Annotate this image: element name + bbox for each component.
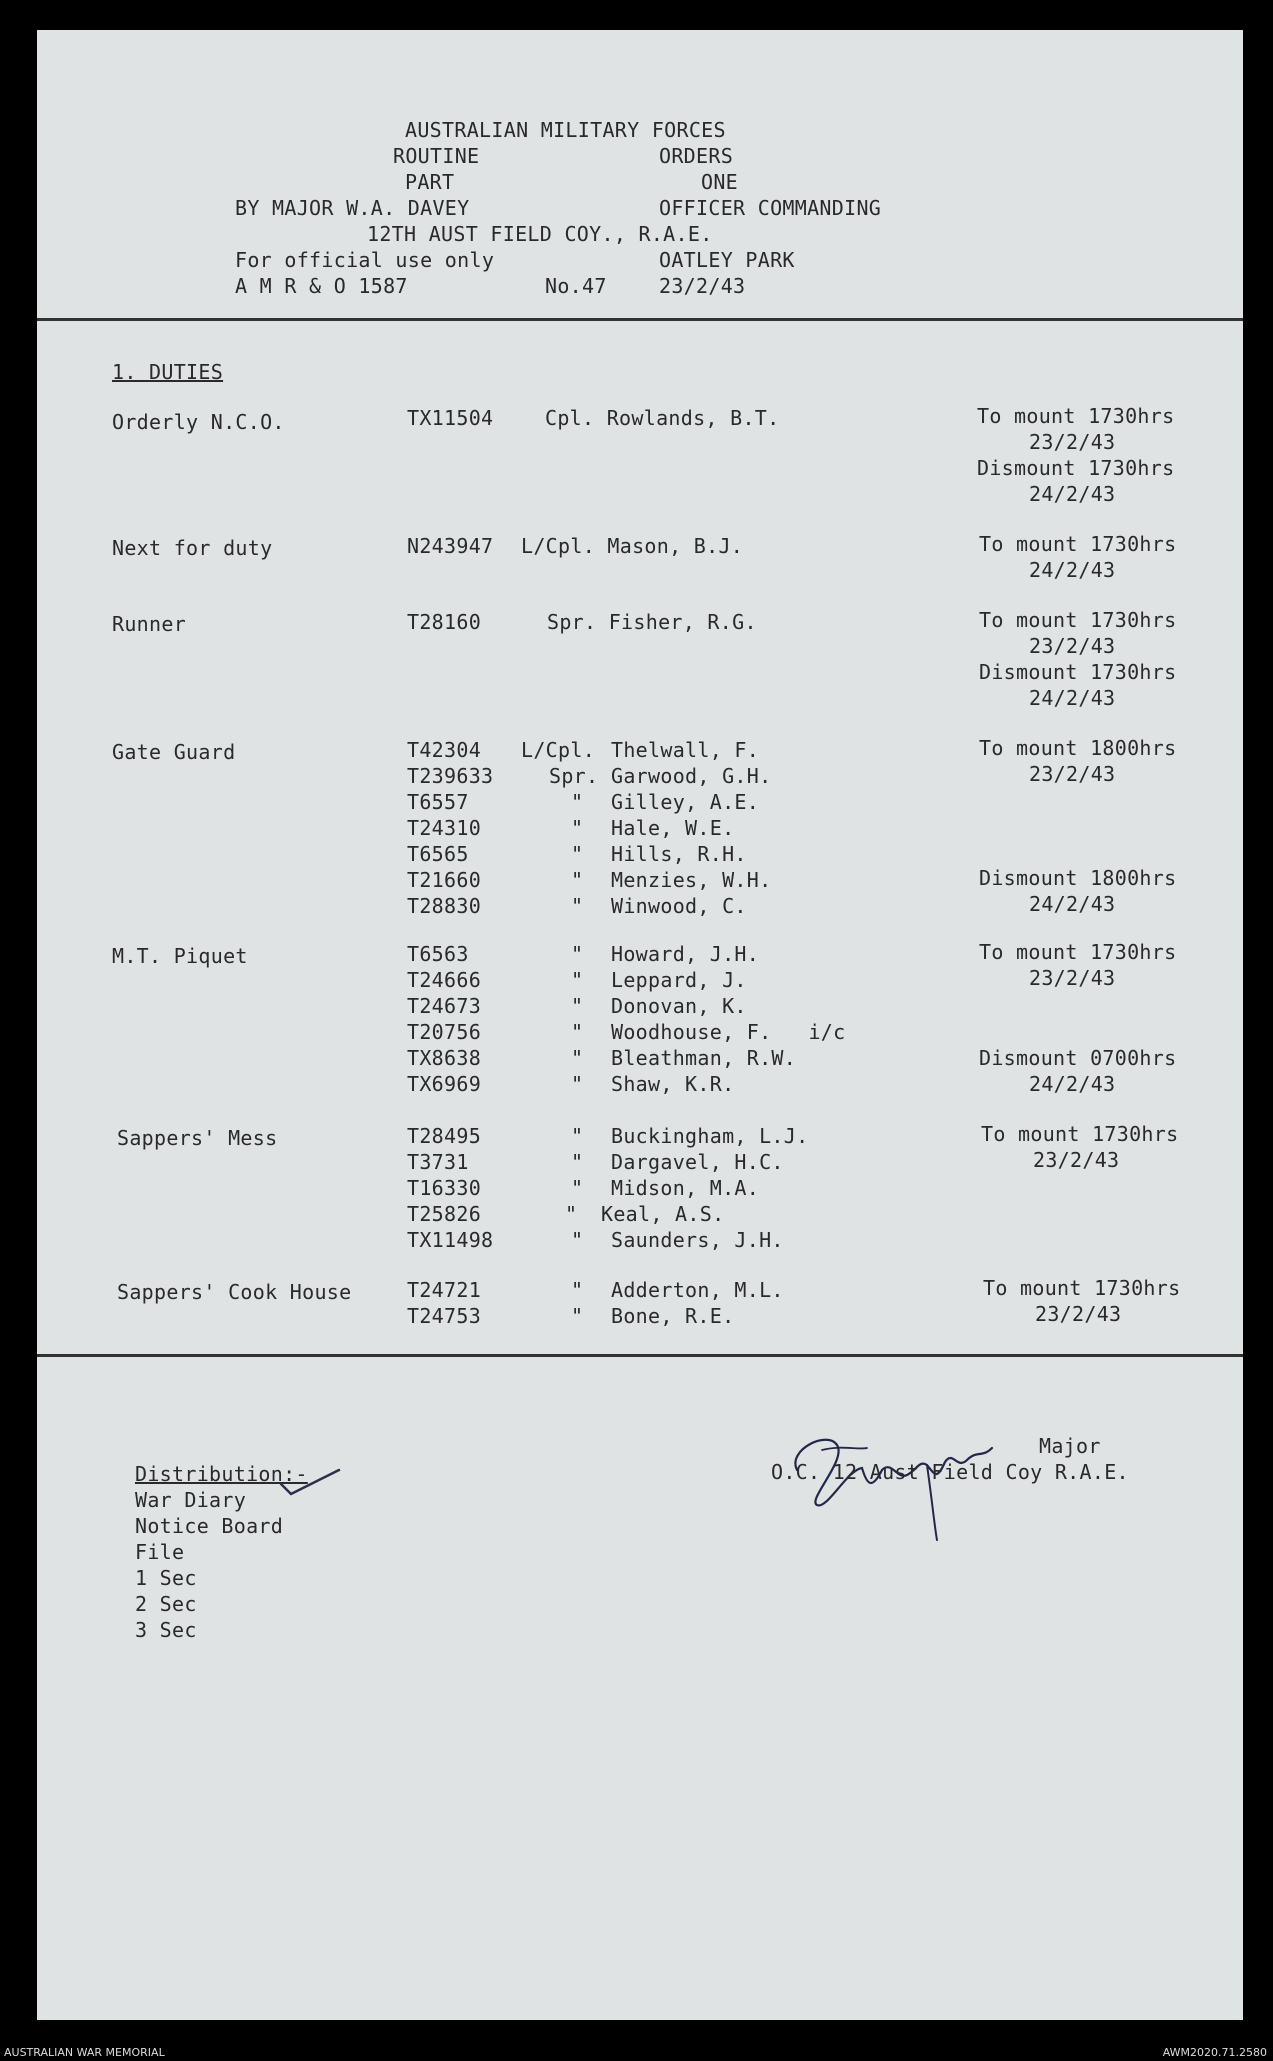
mount-date: 23/2/43 [1029,634,1116,658]
service-number: T24721 [407,1278,482,1302]
header-official-use: For official use only [235,248,495,272]
checkmark-icon [277,1462,347,1502]
dismount-date: 24/2/43 [1029,892,1116,916]
rank: " [571,1228,584,1252]
rank: " [571,790,584,814]
service-number: T28830 [407,894,482,918]
soldier-name: Gilley, A.E. [611,790,760,814]
rank: " [571,1072,584,1096]
footer-archive-name: AUSTRALIAN WAR MEMORIAL [4,2046,165,2059]
soldier-name: Saunders, J.H. [611,1228,784,1252]
mount-date: 24/2/43 [1029,558,1116,582]
header-one: ONE [701,170,739,194]
soldier-name: Bone, R.E. [611,1304,735,1328]
rank: " [571,994,584,1018]
soldier-name: Menzies, W.H. [611,868,772,892]
soldier-name: Garwood, G.H. [611,764,772,788]
rank: " [571,816,584,840]
distribution-title: Distribution:- [135,1462,308,1486]
header-divider [37,318,1243,321]
soldier-name: Winwood, C. [611,894,747,918]
duty-label-mt-piquet: M.T. Piquet [112,944,248,968]
rank: " [571,1046,584,1070]
rank: " [571,942,584,966]
soldier-name: L/Cpl. Mason, B.J. [521,534,744,558]
header-routine: ROUTINE [393,144,480,168]
signature-unit: O.C. 12 Aust Field Coy R.A.E. [771,1460,1129,1484]
header-location: OATLEY PARK [659,248,795,272]
dismount-time: Dismount 1800hrs [979,866,1177,890]
service-number: T24666 [407,968,482,992]
rank: " [571,868,584,892]
soldier-name: Keal, A.S. [601,1202,725,1226]
soldier-name: Bleathman, R.W. [611,1046,797,1070]
soldier-name: Adderton, M.L. [611,1278,784,1302]
list-item: War Diary [135,1488,247,1512]
header-by-major: BY MAJOR W.A. DAVEY [235,196,470,220]
service-number: T6557 [407,790,469,814]
dismount-date: 24/2/43 [1029,482,1116,506]
soldier-name: Shaw, K.R. [611,1072,735,1096]
soldier-name: Cpl. Rowlands, B.T. [545,406,780,430]
mount-date: 23/2/43 [1029,966,1116,990]
mount-time: To mount 1730hrs [981,1122,1179,1146]
service-number: TX11498 [407,1228,494,1252]
rank: " [571,1150,584,1174]
dismount-time: Dismount 1730hrs [979,660,1177,684]
service-number: TX6969 [407,1072,482,1096]
rank: " [571,1020,584,1044]
soldier-name: Leppard, J. [611,968,747,992]
dismount-date: 24/2/43 [1029,686,1116,710]
service-number: TX11504 [407,406,494,430]
duty-label-runner: Runner [112,612,187,636]
section-title: 1. DUTIES [112,360,224,384]
dismount-time: Dismount 1730hrs [977,456,1175,480]
header-date: 23/2/43 [659,274,746,298]
soldier-name: Woodhouse, F. i/c [611,1020,846,1044]
header-line-1: AUSTRALIAN MILITARY FORCES [405,118,726,142]
service-number: T25826 [407,1202,482,1226]
rank: " [571,842,584,866]
mount-date: 23/2/43 [1029,762,1116,786]
soldier-name: Midson, M.A. [611,1176,760,1200]
mount-time: To mount 1730hrs [979,940,1177,964]
list-item: Notice Board [135,1514,284,1538]
soldier-name: Spr. Fisher, R.G. [547,610,757,634]
service-number: TX8638 [407,1046,482,1070]
mount-time: To mount 1730hrs [979,532,1177,556]
service-number: N243947 [407,534,494,558]
mount-date: 23/2/43 [1033,1148,1120,1172]
service-number: T24310 [407,816,482,840]
footer-accession-number: AWM2020.71.2580 [1162,2046,1267,2059]
service-number: T3731 [407,1150,469,1174]
rank: " [571,1278,584,1302]
document-page [37,30,1243,2020]
mount-time: To mount 1800hrs [979,736,1177,760]
list-item: 3 Sec [135,1618,197,1642]
rank: " [571,968,584,992]
duty-label-next: Next for duty [112,536,273,560]
rank: Spr. [549,764,599,788]
service-number: T20756 [407,1020,482,1044]
header-unit: 12TH AUST FIELD COY., R.A.E. [367,222,713,246]
rank: " [571,1304,584,1328]
soldier-name: Dargavel, H.C. [611,1150,784,1174]
service-number: T239633 [407,764,494,788]
soldier-name: Hills, R.H. [611,842,747,866]
dismount-time: Dismount 0700hrs [979,1046,1177,1070]
mount-date: 23/2/43 [1029,430,1116,454]
list-item: 1 Sec [135,1566,197,1590]
duty-label-orderly: Orderly N.C.O. [112,410,285,434]
signature-rank: Major [1039,1434,1101,1458]
rank: " [571,1176,584,1200]
service-number: T24753 [407,1304,482,1328]
soldier-name: Hale, W.E. [611,816,735,840]
list-item: File [135,1540,185,1564]
service-number: T6565 [407,842,469,866]
soldier-name: Donovan, K. [611,994,747,1018]
service-number: T28160 [407,610,482,634]
soldier-name: Thelwall, F. [611,738,760,762]
soldier-name: Buckingham, L.J. [611,1124,809,1148]
header-orders: ORDERS [659,144,734,168]
rank: L/Cpl. [521,738,596,762]
mount-date: 23/2/43 [1035,1302,1122,1326]
header-amr-ref: A M R & O 1587 [235,274,408,298]
mount-time: To mount 1730hrs [977,404,1175,428]
rank: " [571,1124,584,1148]
dismount-date: 24/2/43 [1029,1072,1116,1096]
rank: " [571,894,584,918]
service-number: T24673 [407,994,482,1018]
mount-time: To mount 1730hrs [983,1276,1181,1300]
list-item: 2 Sec [135,1592,197,1616]
service-number: T6563 [407,942,469,966]
service-number: T42304 [407,738,482,762]
mount-time: To mount 1730hrs [979,608,1177,632]
footer-divider [37,1354,1243,1357]
service-number: T28495 [407,1124,482,1148]
header-part: PART [405,170,455,194]
soldier-name: Howard, J.H. [611,942,760,966]
duty-label-cook-house: Sappers' Cook House [117,1280,352,1304]
duty-label-gate-guard: Gate Guard [112,740,236,764]
service-number: T21660 [407,868,482,892]
duty-label-sappers-mess: Sappers' Mess [117,1126,278,1150]
rank: " [565,1202,578,1226]
header-officer-commanding: OFFICER COMMANDING [659,196,882,220]
service-number: T16330 [407,1176,482,1200]
header-order-number: No.47 [545,274,607,298]
